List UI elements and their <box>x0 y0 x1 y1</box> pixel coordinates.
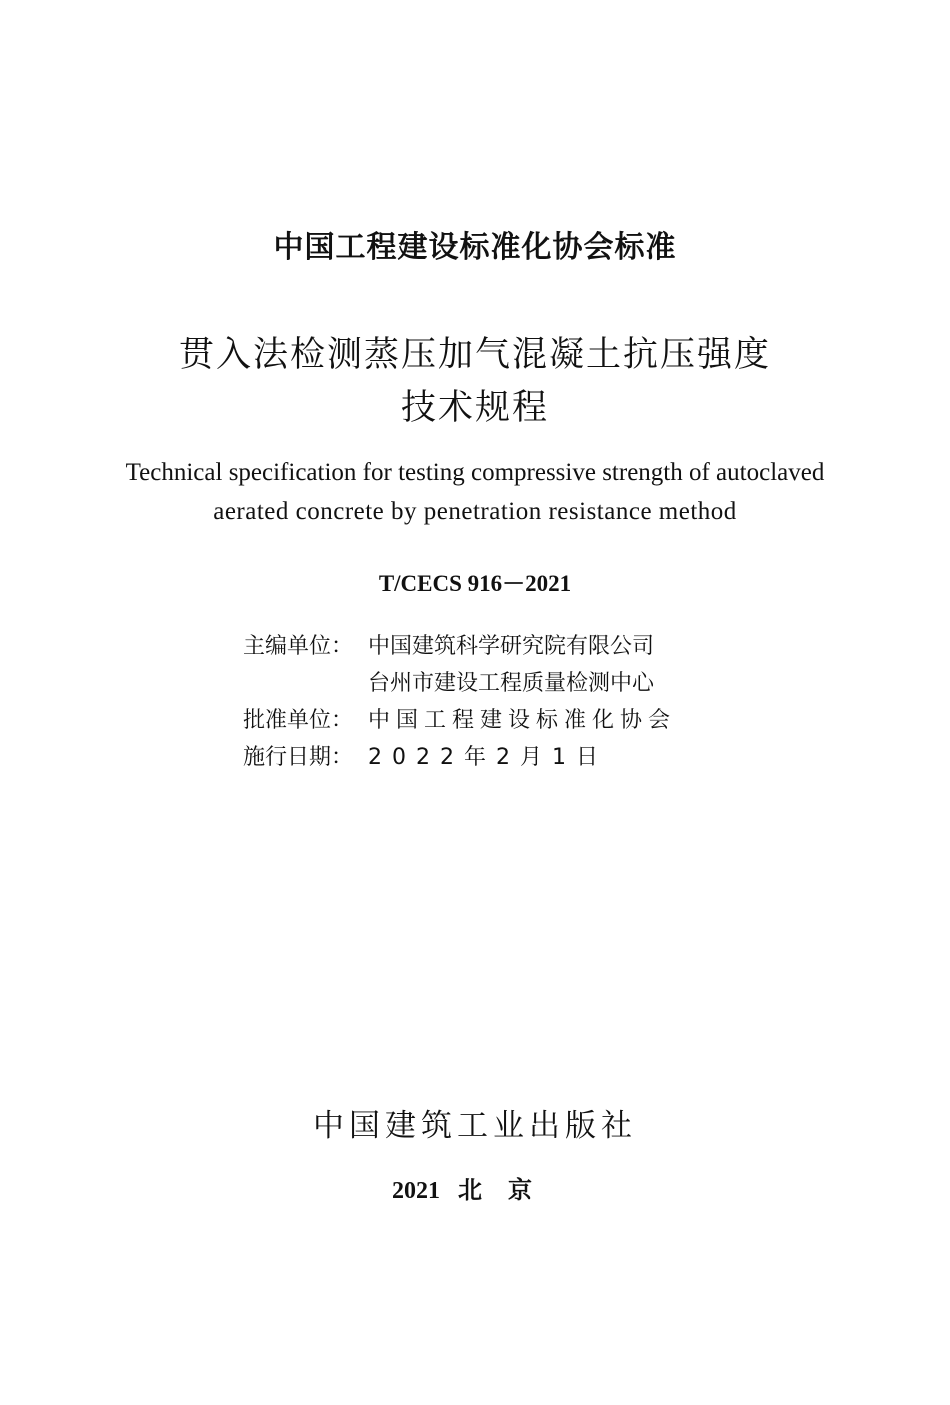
series-title: 中国工程建设标准化协会标准 <box>273 230 677 265</box>
chief-editor-1: 中国建筑科学研究院有限公司 <box>368 634 655 659</box>
chief-editor-2: 台州市建设工程质量检测中心 <box>368 671 655 696</box>
effective-date-row <box>243 739 713 776</box>
effective-date: 2022年2月1日 <box>368 745 608 770</box>
chief-editor-row-2 <box>243 665 713 702</box>
title-cn-line1: 贯入法检测蒸压加气混凝土抗压强度 <box>178 335 771 375</box>
approval-row <box>243 702 713 739</box>
title-cn-line2: 技术规程 <box>400 388 549 428</box>
publisher: 中国建筑工业出版社 <box>313 1108 637 1144</box>
chief-editor-row <box>243 628 713 665</box>
publish-year: 2021 <box>392 1178 440 1204</box>
standard-code: T/CECS 916－2021 <box>378 571 572 596</box>
title-en-line2: aerated concrete by penetration resistance method <box>213 498 737 525</box>
info-block <box>243 628 713 776</box>
chief-editor-label: 主编单位： <box>243 634 354 659</box>
publish-place <box>0 1170 950 1205</box>
title-en-line1: Technical specification for testing compressive strength of autoclaved <box>125 459 825 486</box>
info-label-spacer <box>243 665 368 702</box>
publish-city: 北京 <box>458 1176 558 1204</box>
effective-label: 施行日期： <box>243 745 354 770</box>
approval-label: 批准单位： <box>243 708 354 733</box>
approval-value: 中国工程建设标准化协会 <box>368 708 677 733</box>
